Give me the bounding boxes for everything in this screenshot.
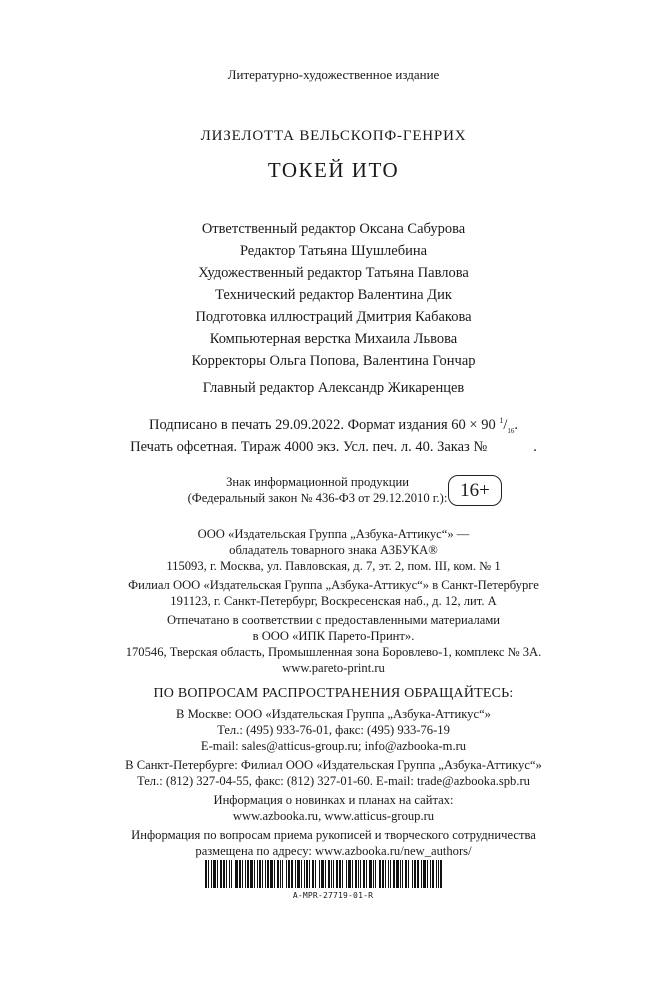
barcode-bar xyxy=(408,860,409,888)
manuscripts-info-line: Информация по вопросам приема рукописей и творческого сотрудничества xyxy=(131,828,536,842)
barcode-bar xyxy=(247,860,249,888)
barcode-bar xyxy=(259,860,261,888)
barcode-bar xyxy=(373,860,374,888)
barcode xyxy=(205,860,461,900)
barcode-bar xyxy=(312,860,314,888)
barcode-bar xyxy=(239,860,241,888)
edition-type: Литературно-художественное издание xyxy=(227,67,440,82)
barcode-bar xyxy=(331,860,332,888)
printer-line: 170546, Тверская область, Промышленная зона Боровлево-1, комплекс № 3А. xyxy=(125,645,542,659)
news-info-line: Информация о новинках и планах на сайтах: xyxy=(213,793,454,807)
barcode-bar xyxy=(385,860,386,888)
barcode-bar xyxy=(250,860,253,888)
barcode-bar xyxy=(417,860,419,888)
printer-website: www.pareto-print.ru xyxy=(282,661,385,675)
publisher-line: 115093, г. Москва, ул. Павловская, д. 7, эт. 2, пом. III, ком. № 1 xyxy=(166,559,501,573)
barcode-bar xyxy=(229,860,230,888)
format-fraction-denominator: 16 xyxy=(507,426,515,435)
barcode-bar xyxy=(438,860,439,888)
barcode-bar xyxy=(274,860,275,888)
barcode-bar xyxy=(363,860,365,888)
format-fraction-numerator: 1 xyxy=(499,416,504,426)
barcode-bar xyxy=(315,860,316,888)
barcode-bar xyxy=(220,860,222,888)
barcode-bar xyxy=(245,860,246,888)
barcode-bar xyxy=(402,860,403,888)
barcode-bar xyxy=(223,860,225,888)
barcode-bar xyxy=(291,860,293,888)
barcode-bar xyxy=(358,860,359,888)
barcode-bar xyxy=(440,860,442,888)
barcode-bar xyxy=(427,860,428,888)
barcode-bar xyxy=(382,860,384,888)
spb-contact-line: В Санкт-Петербурге: Филиал ООО «Издательская Группа „Азбука-Аттикус“» xyxy=(125,758,542,772)
barcode-bar xyxy=(421,860,422,888)
barcode-bar xyxy=(396,860,399,888)
barcode-bar xyxy=(226,860,227,888)
barcode-bar xyxy=(328,860,330,888)
publisher-line: обладатель товарного знака АЗБУКА® xyxy=(229,543,438,557)
barcode-bar xyxy=(393,860,395,888)
barcode-bar xyxy=(348,860,351,888)
barcode-bars xyxy=(205,860,461,888)
credit-line: Технический редактор Валентина Дик xyxy=(215,287,452,303)
author-name: ЛИЗЕЛОТТА ВЕЛЬСКОПФ-ГЕНРИХ xyxy=(200,128,467,144)
barcode-bar xyxy=(254,860,255,888)
barcode-bar xyxy=(388,860,389,888)
credit-line: Корректоры Ольга Попова, Валентина Гончар xyxy=(191,353,476,369)
print-signature-line xyxy=(0,418,667,433)
barcode-bar xyxy=(257,860,258,888)
news-info-line: www.azbooka.ru, www.atticus-group.ru xyxy=(232,809,435,823)
barcode-bar xyxy=(231,860,232,888)
barcode-bar xyxy=(405,860,407,888)
barcode-bar xyxy=(432,860,434,888)
distribution-heading: ПО ВОПРОСАМ РАСПРОСТРАНЕНИЯ ОБРАЩАЙТЕСЬ: xyxy=(153,686,514,701)
credit-line: Компьютерная верстка Михаила Львова xyxy=(209,331,458,347)
printer-line: Отпечатано в соответствии с предоставленными материалами xyxy=(166,613,501,627)
moscow-contact-line: E-mail: sales@atticus-group.ru; info@azbooka-m.ru xyxy=(200,739,467,753)
barcode-bar xyxy=(270,860,273,888)
barcode-bar xyxy=(309,860,310,888)
moscow-contact-line: В Москве: ООО «Издательская Группа „Азбука-Аттикус“» xyxy=(176,707,491,721)
barcode-bar xyxy=(288,860,290,888)
barcode-bar xyxy=(213,860,216,888)
barcode-bar xyxy=(306,860,308,888)
barcode-bar xyxy=(211,860,212,888)
barcode-bar xyxy=(360,860,361,888)
barcode-bar xyxy=(423,860,426,888)
barcode-bar xyxy=(325,860,326,888)
barcode-bar xyxy=(321,860,324,888)
info-mark-law: (Федеральный закон № 436-ФЗ от 29.12.2010 г.): xyxy=(187,491,448,505)
barcode-bar xyxy=(379,860,381,888)
manuscripts-info-line: размещена по адресу: www.azbooka.ru/new_authors/ xyxy=(195,844,472,858)
format-period: . xyxy=(514,417,518,433)
barcode-bar xyxy=(355,860,357,888)
barcode-bar xyxy=(390,860,391,888)
barcode-bar xyxy=(366,860,367,888)
barcode-bar xyxy=(267,860,269,888)
barcode-bar xyxy=(282,860,283,888)
barcode-bar xyxy=(235,860,238,888)
age-rating-badge: 16+ xyxy=(448,475,502,506)
barcode-bar xyxy=(217,860,218,888)
printer-line: в ООО «ИПК Парето-Принт». xyxy=(252,629,415,643)
barcode-bar xyxy=(414,860,416,888)
barcode-code: А-MPR-27719-01-R xyxy=(292,891,374,900)
print-signature-text: Подписано в печать 29.09.2022. Формат издания 60 × 90 xyxy=(148,417,496,433)
branch-line: Филиал ООО «Издательская Группа „Азбука-Аттикус“» в Санкт-Петербурге xyxy=(128,578,539,592)
barcode-bar xyxy=(412,860,413,888)
barcode-bar xyxy=(430,860,431,888)
credit-line: Художественный редактор Татьяна Павлова xyxy=(198,265,469,281)
barcode-bar xyxy=(280,860,281,888)
barcode-bar xyxy=(208,860,209,888)
barcode-bar xyxy=(262,860,263,888)
publisher-line: ООО «Издательская Группа „Азбука-Аттикус“» — xyxy=(197,527,470,541)
print-run-text: Печать офсетная. Тираж 4000 экз. Усл. печ. л. 40. Заказ № xyxy=(130,439,488,455)
book-title: ТОКЕЙ ИТО xyxy=(267,158,400,182)
chief-editor: Главный редактор Александр Жикаренцев xyxy=(202,380,465,396)
barcode-bar xyxy=(369,860,372,888)
branch-line: 191123, г. Санкт-Петербург, Воскресенская наб., д. 12, лит. А xyxy=(170,594,497,608)
barcode-bar xyxy=(436,860,437,888)
barcode-bar xyxy=(375,860,376,888)
barcode-bar xyxy=(400,860,401,888)
spb-contact-line: Тел.: (812) 327-04-55, факс: (812) 327-01-60. E-mail: trade@azbooka.spb.ru xyxy=(137,774,530,788)
barcode-bar xyxy=(319,860,320,888)
barcode-bar xyxy=(286,860,287,888)
barcode-bar xyxy=(295,860,296,888)
credit-line: Подготовка иллюстраций Дмитрия Кабакова xyxy=(195,309,472,325)
print-run-line xyxy=(0,440,667,455)
barcode-bar xyxy=(339,860,341,888)
barcode-bar xyxy=(333,860,334,888)
format-fraction-separator: / xyxy=(503,417,508,433)
barcode-bar xyxy=(277,860,279,888)
barcode-bar xyxy=(205,860,207,888)
barcode-bar xyxy=(304,860,305,888)
order-period: . xyxy=(533,439,537,455)
info-mark-label: Знак информационной продукции xyxy=(226,475,409,489)
barcode-bar xyxy=(342,860,343,888)
barcode-bar xyxy=(346,860,347,888)
credit-line: Редактор Татьяна Шушлебина xyxy=(239,243,428,259)
barcode-bar xyxy=(352,860,353,888)
barcode-bar xyxy=(242,860,243,888)
barcode-bar xyxy=(336,860,338,888)
barcode-bar xyxy=(301,860,302,888)
barcode-bar xyxy=(297,860,300,888)
credit-line: Ответственный редактор Оксана Сабурова xyxy=(201,221,466,237)
moscow-contact-line: Тел.: (495) 933-76-01, факс: (495) 933-76-19 xyxy=(217,723,450,737)
barcode-bar xyxy=(265,860,266,888)
